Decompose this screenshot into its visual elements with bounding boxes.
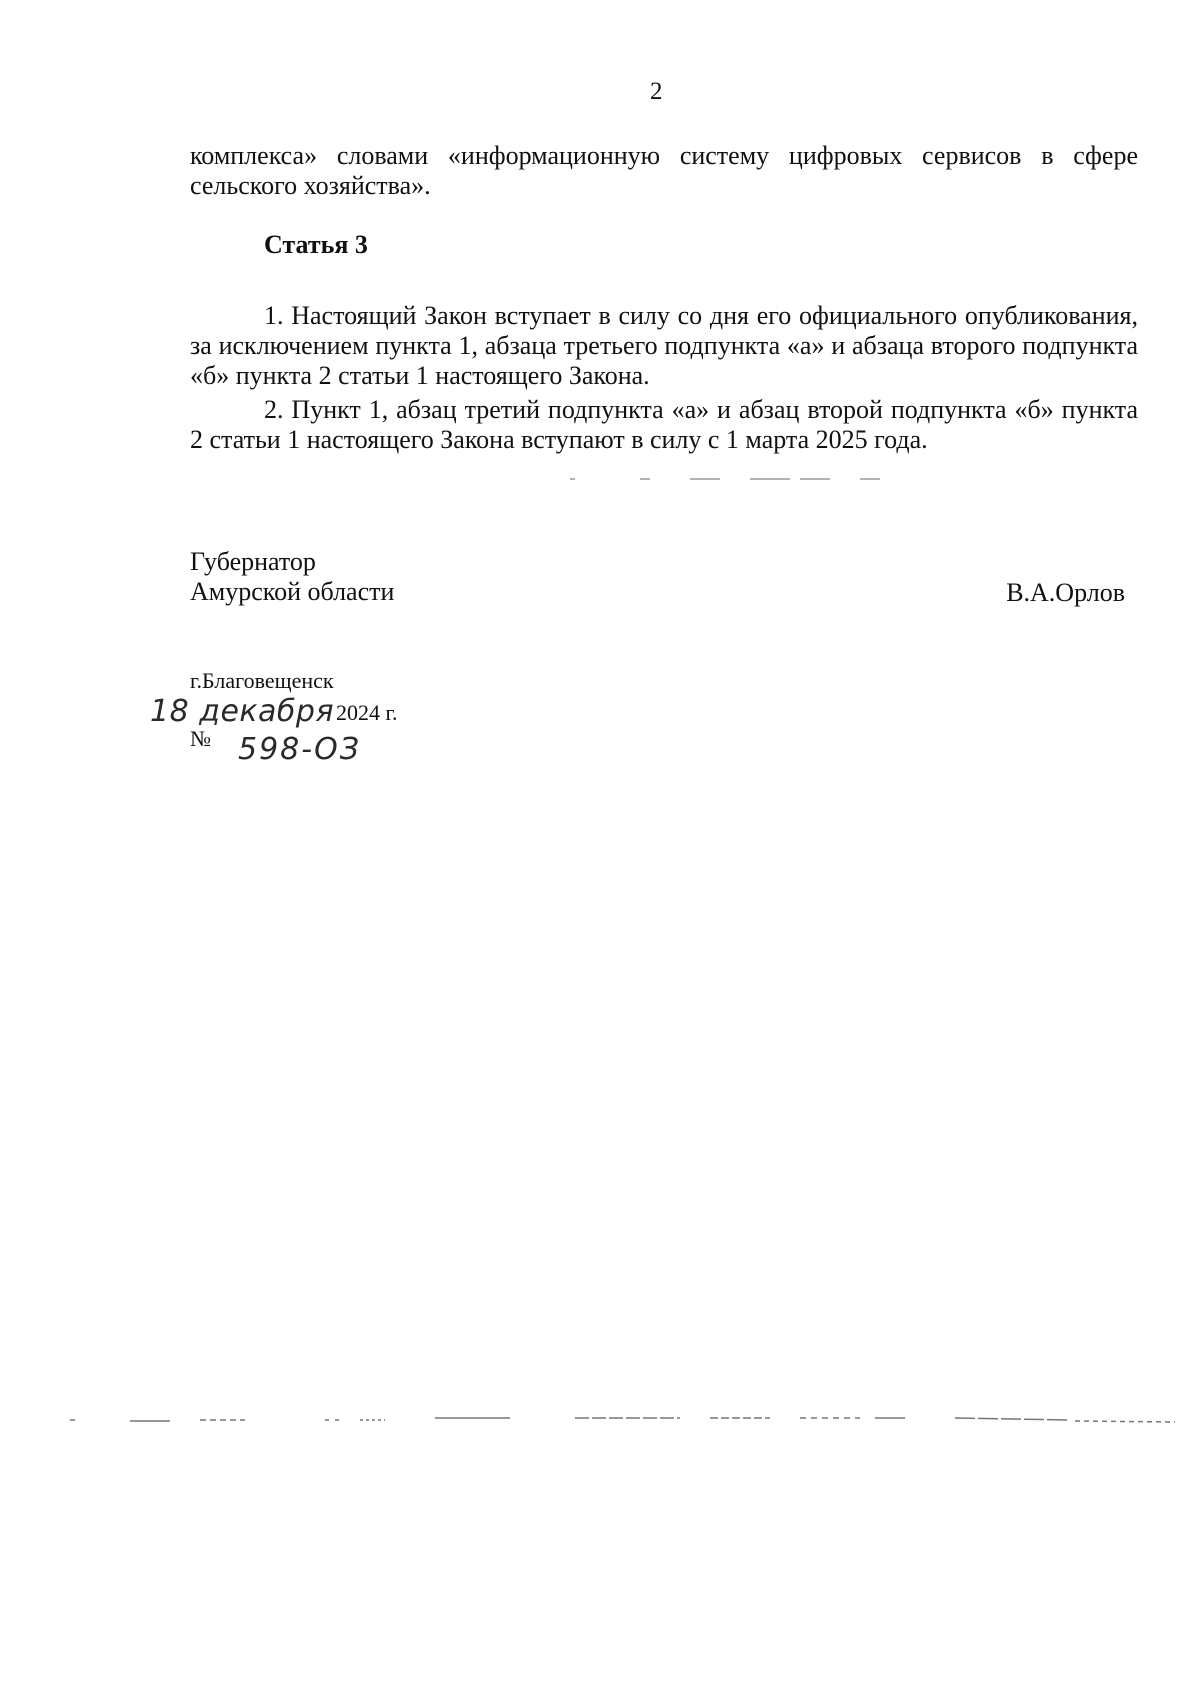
page-number: 2	[650, 78, 663, 105]
scan-dash	[955, 1418, 1070, 1420]
article-paragraph-2: 2. Пункт 1, абзац третий подпункта «а» и абзац второй подпункта «б» пункта 2 статьи 1 настоящего Закона вступают в силу с 1 марта 2025 года.	[190, 395, 1138, 454]
handwritten-law-number: 598-ОЗ	[238, 732, 361, 767]
handwritten-date: 18 декабря	[150, 694, 335, 729]
signer-position-line-2: Амурской области	[190, 577, 395, 606]
continuation-paragraph: комплекса» словами «информационную систему цифровых сервисов в сфере сельского хозяйства».	[190, 141, 1138, 200]
signer-position-line-1: Губернатор	[190, 547, 316, 576]
article-paragraph-1: 1. Настоящий Закон вступает в силу со дня его официального опубликования, за исключением пункта 1, абзаца третьего подпункта «а» и абзаца второго подпункта «б» пункта 2 статьи 1 настоящего Закона.	[190, 301, 1138, 390]
place-of-signing: г.Благовещенск	[190, 668, 334, 693]
law-number-label: №	[190, 726, 211, 751]
signer-name: В.А.Орлов	[1006, 578, 1125, 607]
date-year: 2024 г.	[336, 700, 398, 725]
article-heading: Статья 3	[264, 230, 368, 259]
scan-dash	[1075, 1421, 1175, 1422]
